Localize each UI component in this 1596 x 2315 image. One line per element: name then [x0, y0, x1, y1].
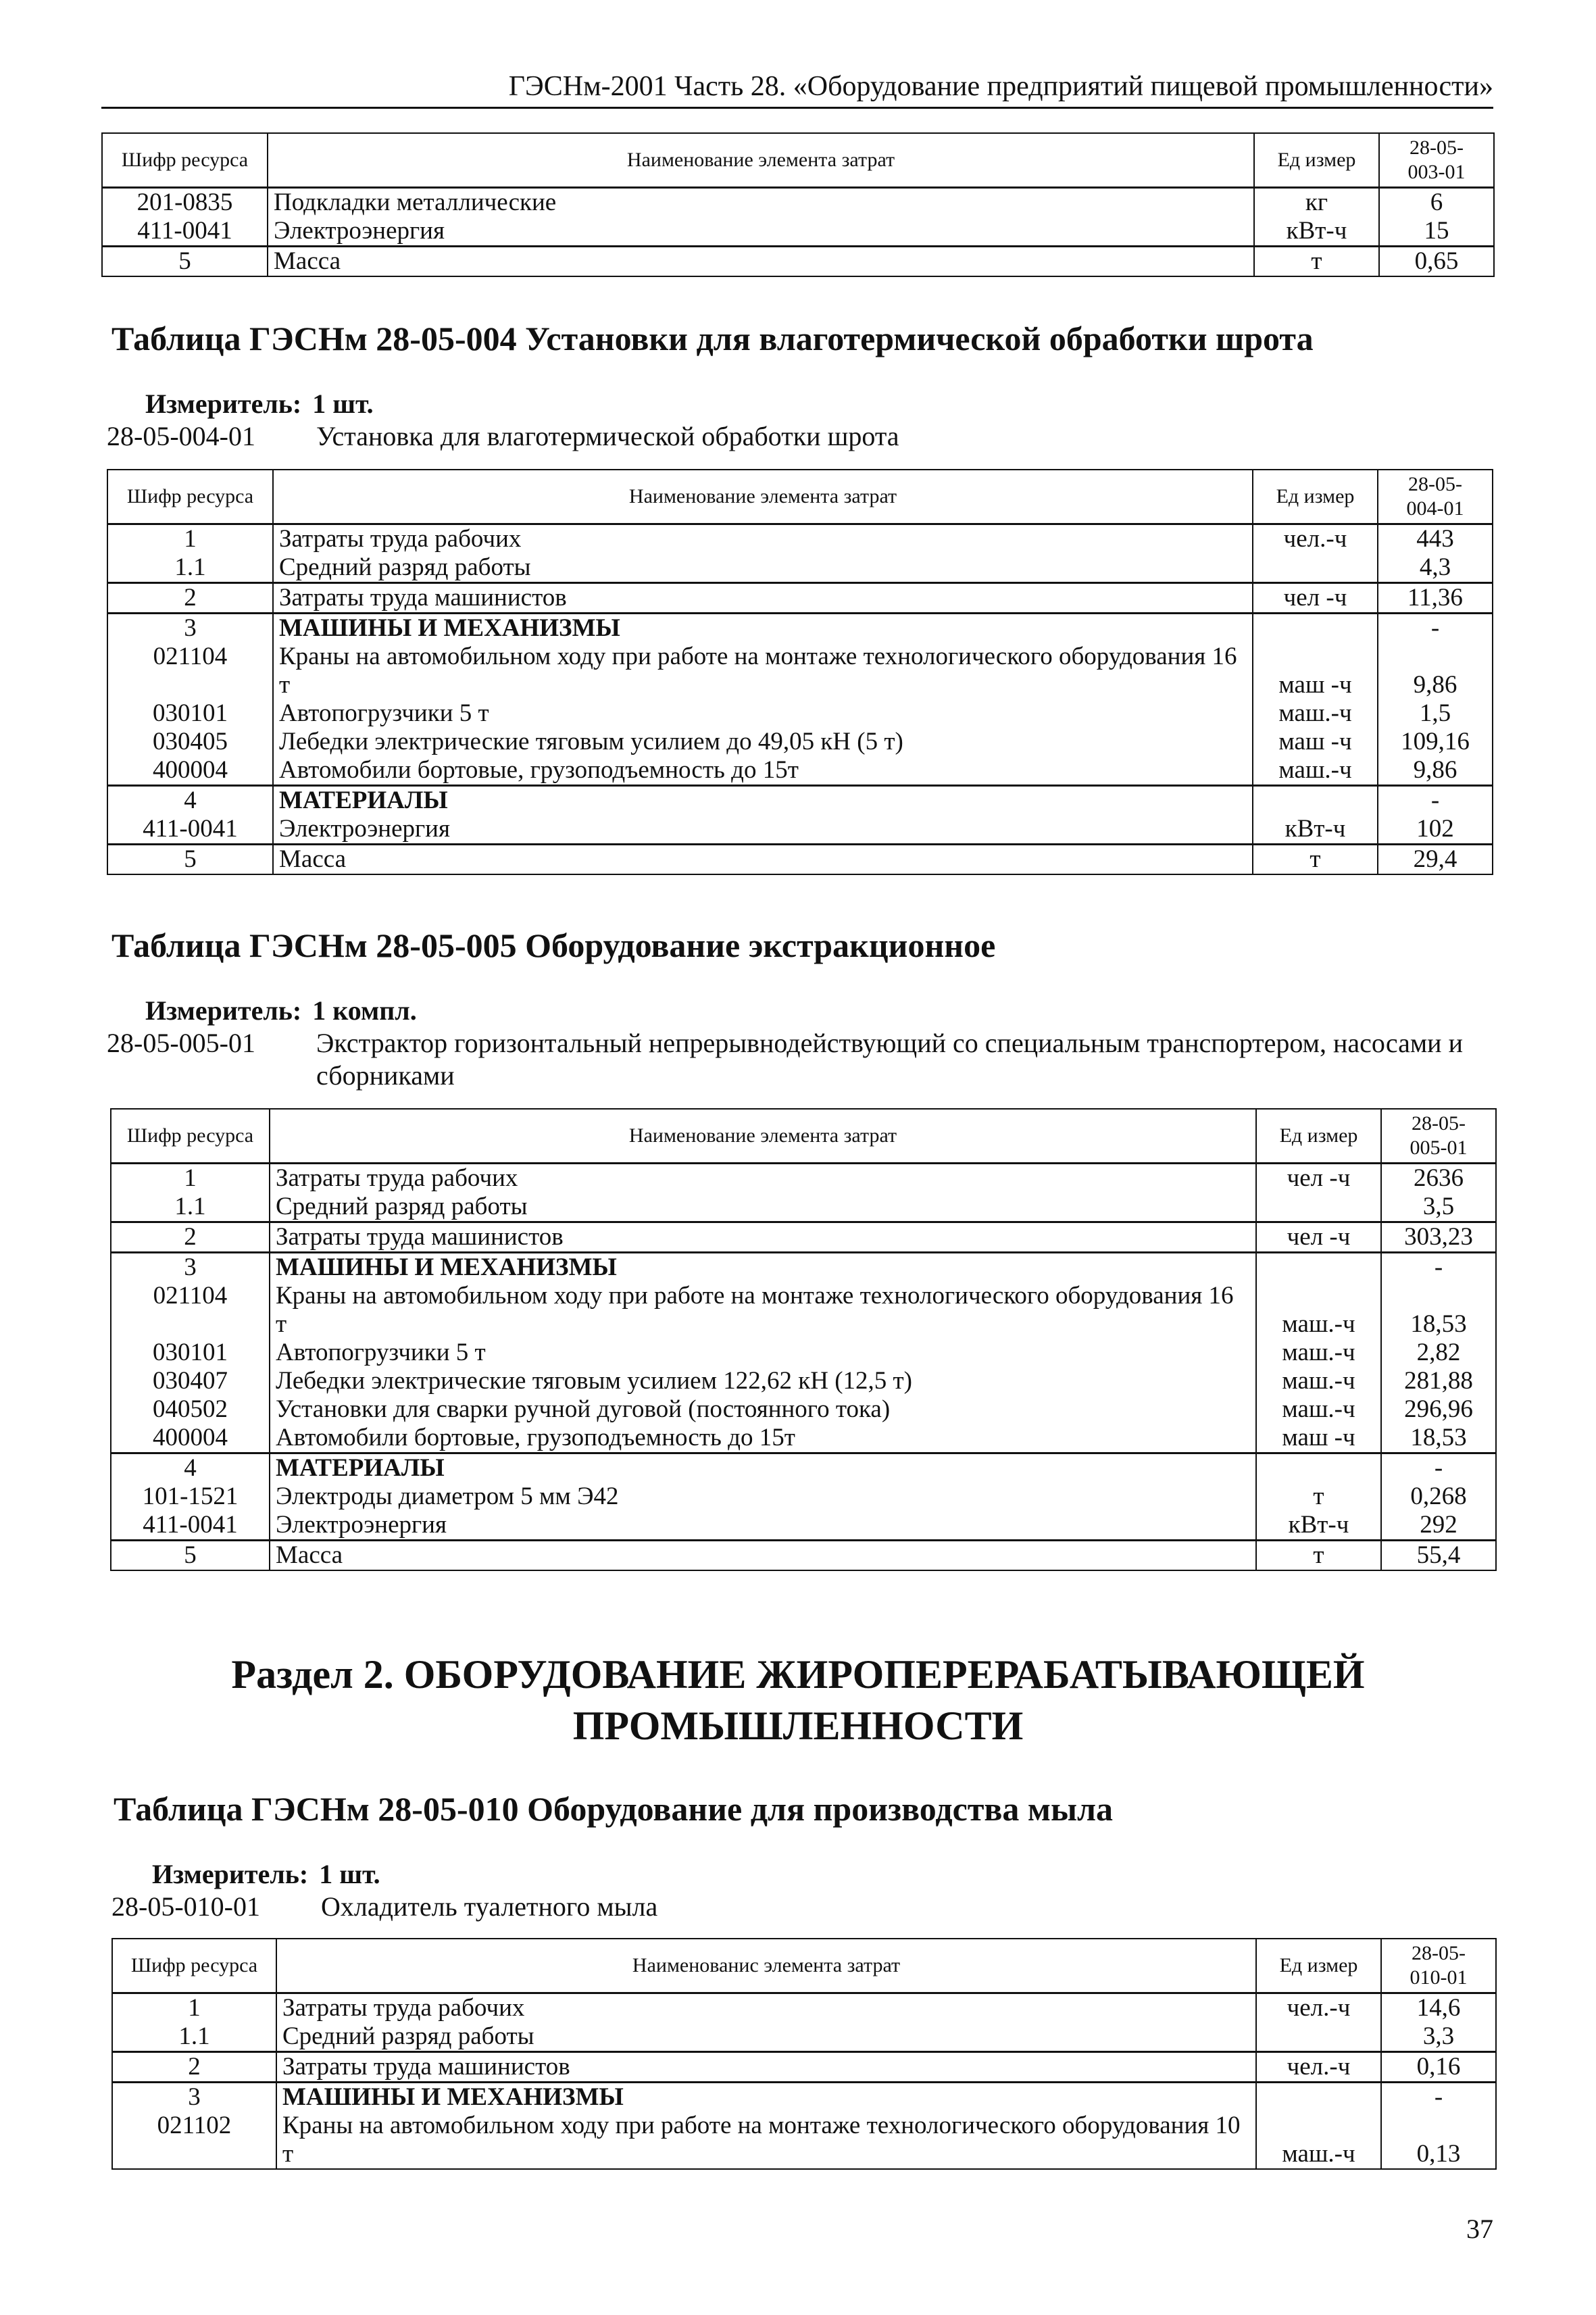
cell-code: 030101: [107, 699, 273, 728]
cell-name: Масса: [273, 844, 1253, 874]
cell-unit: кг: [1254, 187, 1379, 217]
cell-name: Затраты труда машинистов: [270, 1222, 1256, 1252]
cell-name: Подкладки металлические: [268, 187, 1254, 217]
col-code-header: Шифр ресурса: [111, 1109, 270, 1163]
cell-unit: [1256, 2082, 1381, 2112]
cell-value: 11,36: [1378, 582, 1493, 613]
cell-name: МАШИНЫ И МЕХАНИЗМЫ: [273, 613, 1253, 643]
item-code: 28-05-005-01: [107, 1028, 255, 1058]
running-header: ГЭСНм-2001 Часть 28. «Оборудование предприятий пищевой промышленности»: [101, 70, 1493, 109]
table-header-row: [102, 133, 1494, 187]
table-title: Таблица ГЭСНм 28-05-005 Оборудование экстракционное: [111, 926, 996, 964]
measure-line: [152, 1858, 1596, 1890]
table-row: [102, 217, 1494, 247]
cell-name: Краны на автомобильном ходу при работе на монтаже технологического оборудования 10 т: [276, 2112, 1256, 2169]
cell-name: Масса: [270, 1540, 1256, 1570]
cell-code: 400004: [107, 756, 273, 786]
cell-name: МАШИНЫ И МЕХАНИЗМЫ: [270, 1252, 1256, 1282]
col-unit-header: Ед измер: [1253, 470, 1378, 524]
cell-code: 3: [111, 1252, 270, 1282]
cell-value: 2,82: [1381, 1339, 1496, 1367]
table-row: [107, 524, 1493, 553]
cell-code: 030405: [107, 728, 273, 756]
cell-unit: маш -ч: [1253, 728, 1378, 756]
cell-value: 102: [1378, 815, 1493, 845]
cell-unit: чел.-ч: [1253, 524, 1378, 553]
cell-name: Средний разряд работы: [273, 553, 1253, 583]
table-title: Таблица ГЭСНм 28-05-004 Установки для влаготермической обработки шрота: [111, 320, 1314, 357]
col-value-header: 28-05- 005-01: [1381, 1109, 1496, 1163]
cell-value: 281,88: [1381, 1367, 1496, 1395]
cell-value: 4,3: [1378, 553, 1493, 583]
cell-code: 1.1: [107, 553, 273, 583]
cell-value: 0,268: [1381, 1483, 1496, 1511]
cell-value: 55,4: [1381, 1540, 1496, 1570]
item-code: 28-05-004-01: [107, 421, 255, 451]
cell-unit: т: [1254, 246, 1379, 276]
cell-name: Автопогрузчики 5 т: [273, 699, 1253, 728]
col-unit-header: Ед измер: [1254, 133, 1379, 187]
cell-code: 201-0835: [102, 187, 268, 217]
cell-unit: [1256, 1453, 1381, 1483]
cell-name: Электроэнергия: [268, 217, 1254, 247]
cell-name: Автопогрузчики 5 т: [270, 1339, 1256, 1367]
cell-value: 14,6: [1381, 1993, 1496, 2022]
table-row: [107, 785, 1493, 815]
cell-value: 9,86: [1378, 643, 1493, 699]
col-code-header: Шифр ресурса: [107, 470, 273, 524]
cell-value: 15: [1379, 217, 1494, 247]
cell-unit: т: [1256, 1483, 1381, 1511]
cell-unit: маш.-ч: [1256, 2112, 1381, 2169]
cell-unit: [1256, 1252, 1381, 1282]
cell-value: 1,5: [1378, 699, 1493, 728]
col-name-header: Наименование элемента затрат: [268, 133, 1254, 187]
cell-unit: чел -ч: [1256, 1163, 1381, 1193]
item-line: [107, 420, 1492, 453]
cell-value: -: [1378, 785, 1493, 815]
cell-unit: кВт-ч: [1254, 217, 1379, 247]
item-code: 28-05-010-01: [111, 1891, 260, 1922]
cell-code: 5: [102, 246, 268, 276]
table-row: [112, 2022, 1496, 2052]
table-row: [111, 1193, 1496, 1222]
item-name: Экстрактор горизонтальный непрерывнодействующий со специальным транспортером, насосами и сборниками: [316, 1028, 1463, 1091]
cell-code: 030101: [111, 1339, 270, 1367]
cell-name: МАТЕРИАЛЫ: [273, 785, 1253, 815]
section-heading-line-1: Раздел 2. ОБОРУДОВАНИЕ ЖИРОПЕРЕРАБАТЫВАЮЩЕЙ: [231, 1652, 1365, 1697]
col-code-header: Шифр ресурса: [112, 1939, 276, 1993]
cell-unit: [1256, 2022, 1381, 2052]
cell-value: 6: [1379, 187, 1494, 217]
cell-value: 303,23: [1381, 1222, 1496, 1252]
cell-unit: маш.-ч: [1253, 756, 1378, 786]
cell-value: 109,16: [1378, 728, 1493, 756]
measure-label: Измеритель:: [145, 389, 302, 419]
measure-line: [145, 995, 1596, 1026]
col-name-header: Наименование элемента затрат: [270, 1109, 1256, 1163]
table-title: Таблица ГЭСНм 28-05-010 Оборудование для производства мыла: [114, 1790, 1114, 1828]
item-line: [107, 1027, 1492, 1092]
cell-value: 9,86: [1378, 756, 1493, 786]
cell-code: 5: [111, 1540, 270, 1570]
table-28-05-005: [110, 1108, 1497, 1571]
cell-unit: чел.-ч: [1256, 2051, 1381, 2082]
cell-code: 021104: [111, 1282, 270, 1339]
cell-name: Краны на автомобильном ходу при работе на монтаже технологического оборудования 16 т: [270, 1282, 1256, 1339]
col-value-header: 28-05- 004-01: [1378, 470, 1493, 524]
cell-value: 29,4: [1378, 844, 1493, 874]
table-row: [112, 2051, 1496, 2082]
cell-unit: маш.-ч: [1256, 1367, 1381, 1395]
cell-name: МАШИНЫ И МЕХАНИЗМЫ: [276, 2082, 1256, 2112]
cell-name: Установки для сварки ручной дуговой (постоянного тока): [270, 1395, 1256, 1424]
col-value-header: 28-05- 003-01: [1379, 133, 1494, 187]
cell-name: Затраты труда машинистов: [276, 2051, 1256, 2082]
table-row: [111, 1395, 1496, 1424]
table-row: [111, 1540, 1496, 1570]
cell-code: 101-1521: [111, 1483, 270, 1511]
cell-name: Средний разряд работы: [276, 2022, 1256, 2052]
cell-unit: [1256, 1193, 1381, 1222]
table-row: [107, 582, 1493, 613]
table-row: [112, 2112, 1496, 2169]
cell-code: 1: [112, 1993, 276, 2022]
cell-name: Краны на автомобильном ходу при работе на монтаже технологического оборудования 16 т: [273, 643, 1253, 699]
cell-value: -: [1381, 2082, 1496, 2112]
cell-unit: маш -ч: [1253, 643, 1378, 699]
table-row: [102, 246, 1494, 276]
table-header-row: [112, 1939, 1496, 1993]
cell-name: МАТЕРИАЛЫ: [270, 1453, 1256, 1483]
table-header-row: [111, 1109, 1496, 1163]
table-row: [102, 187, 1494, 217]
item-line: [111, 1891, 1497, 1923]
cell-unit: кВт-ч: [1253, 815, 1378, 845]
cell-code: 400004: [111, 1424, 270, 1453]
item-name: Охладитель туалетного мыла: [321, 1891, 658, 1922]
col-value-header: 28-05- 010-01: [1381, 1939, 1496, 1993]
cell-unit: маш.-ч: [1256, 1339, 1381, 1367]
table-row: [111, 1252, 1496, 1282]
cell-value: -: [1378, 613, 1493, 643]
measure-label: Измеритель:: [152, 1859, 309, 1889]
cell-name: Лебедки электрические тяговым усилием 122,62 кН (12,5 т): [270, 1367, 1256, 1395]
table-28-05-003: [101, 132, 1495, 277]
col-code-header: Шифр ресурса: [102, 133, 268, 187]
cell-value: 292: [1381, 1511, 1496, 1541]
cell-code: 411-0041: [107, 815, 273, 845]
cell-value: -: [1381, 1252, 1496, 1282]
cell-value: 2636: [1381, 1163, 1496, 1193]
cell-unit: чел -ч: [1256, 1222, 1381, 1252]
cell-unit: т: [1256, 1540, 1381, 1570]
cell-unit: кВт-ч: [1256, 1511, 1381, 1541]
cell-unit: маш.-ч: [1256, 1395, 1381, 1424]
cell-code: 411-0041: [111, 1511, 270, 1541]
cell-code: 3: [112, 2082, 276, 2112]
table-row: [107, 815, 1493, 845]
cell-name: Затраты труда рабочих: [273, 524, 1253, 553]
table-row: [107, 844, 1493, 874]
cell-value: 443: [1378, 524, 1493, 553]
measure-unit: 1 шт.: [312, 389, 374, 419]
table-row: [111, 1222, 1496, 1252]
table-row: [107, 728, 1493, 756]
table-row: [111, 1163, 1496, 1193]
cell-code: 1: [107, 524, 273, 553]
cell-code: 040502: [111, 1395, 270, 1424]
cell-unit: маш.-ч: [1256, 1282, 1381, 1339]
table-row: [111, 1424, 1496, 1453]
table-row: [112, 2082, 1496, 2112]
col-unit-header: Ед измер: [1256, 1109, 1381, 1163]
cell-code: 021104: [107, 643, 273, 699]
cell-unit: маш -ч: [1256, 1424, 1381, 1453]
cell-code: 411-0041: [102, 217, 268, 247]
cell-name: Автомобили бортовые, грузоподъемность до 15т: [270, 1424, 1256, 1453]
table-row: [107, 643, 1493, 699]
table-row: [111, 1511, 1496, 1541]
cell-name: Электроэнергия: [273, 815, 1253, 845]
cell-value: 296,96: [1381, 1395, 1496, 1424]
table-28-05-010: [111, 1938, 1497, 2170]
cell-name: Средний разряд работы: [270, 1193, 1256, 1222]
cell-value: -: [1381, 1453, 1496, 1483]
table-row: [111, 1282, 1496, 1339]
table-row: [107, 553, 1493, 583]
cell-unit: [1253, 785, 1378, 815]
cell-name: Затраты труда рабочих: [276, 1993, 1256, 2022]
cell-code: 1: [111, 1163, 270, 1193]
section-heading: [0, 1649, 1596, 1751]
col-unit-header: Ед измер: [1256, 1939, 1381, 1993]
cell-code: 1.1: [112, 2022, 276, 2052]
table-row: [111, 1483, 1496, 1511]
cell-code: 2: [107, 582, 273, 613]
cell-value: 18,53: [1381, 1282, 1496, 1339]
cell-code: 4: [107, 785, 273, 815]
cell-code: 1.1: [111, 1193, 270, 1222]
col-name-header: Наименование элемента затрат: [273, 470, 1253, 524]
table-row: [111, 1339, 1496, 1367]
table-row: [111, 1367, 1496, 1395]
col-name-header: Наименованис элемента затрат: [276, 1939, 1256, 1993]
cell-name: Автомобили бортовые, грузоподъемность до 15т: [273, 756, 1253, 786]
cell-code: 030407: [111, 1367, 270, 1395]
section-heading-line-2: ПРОМЫШЛЕННОСТИ: [572, 1703, 1024, 1748]
cell-name: Лебедки электрические тяговым усилием до 49,05 кН (5 т): [273, 728, 1253, 756]
cell-value: 3,3: [1381, 2022, 1496, 2052]
cell-name: Затраты труда машинистов: [273, 582, 1253, 613]
cell-name: Электроды диаметром 5 мм Э42: [270, 1483, 1256, 1511]
cell-value: 0,13: [1381, 2112, 1496, 2169]
table-header-row: [107, 470, 1493, 524]
table-row: [107, 756, 1493, 786]
cell-code: 3: [107, 613, 273, 643]
measure-line: [145, 388, 1596, 420]
cell-code: 021102: [112, 2112, 276, 2169]
table-row: [112, 1993, 1496, 2022]
cell-name: Затраты труда рабочих: [270, 1163, 1256, 1193]
item-name: Установка для влаготермической обработки шрота: [316, 421, 899, 451]
measure-unit: 1 шт.: [319, 1859, 380, 1889]
cell-unit: маш.-ч: [1253, 699, 1378, 728]
cell-value: 0,65: [1379, 246, 1494, 276]
cell-value: 3,5: [1381, 1193, 1496, 1222]
page-number: 37: [1466, 2214, 1493, 2244]
cell-unit: чел.-ч: [1256, 1993, 1381, 2022]
cell-name: Электроэнергия: [270, 1511, 1256, 1541]
table-row: [107, 699, 1493, 728]
cell-value: 18,53: [1381, 1424, 1496, 1453]
measure-label: Измеритель:: [145, 995, 302, 1026]
cell-code: 5: [107, 844, 273, 874]
cell-unit: т: [1253, 844, 1378, 874]
table-row: [107, 613, 1493, 643]
cell-name: Масса: [268, 246, 1254, 276]
cell-unit: [1253, 613, 1378, 643]
cell-unit: [1253, 553, 1378, 583]
cell-code: 2: [112, 2051, 276, 2082]
cell-code: 2: [111, 1222, 270, 1252]
cell-code: 4: [111, 1453, 270, 1483]
table-28-05-004: [107, 469, 1493, 875]
cell-unit: чел -ч: [1253, 582, 1378, 613]
table-row: [111, 1453, 1496, 1483]
cell-value: 0,16: [1381, 2051, 1496, 2082]
measure-unit: 1 компл.: [312, 995, 417, 1026]
